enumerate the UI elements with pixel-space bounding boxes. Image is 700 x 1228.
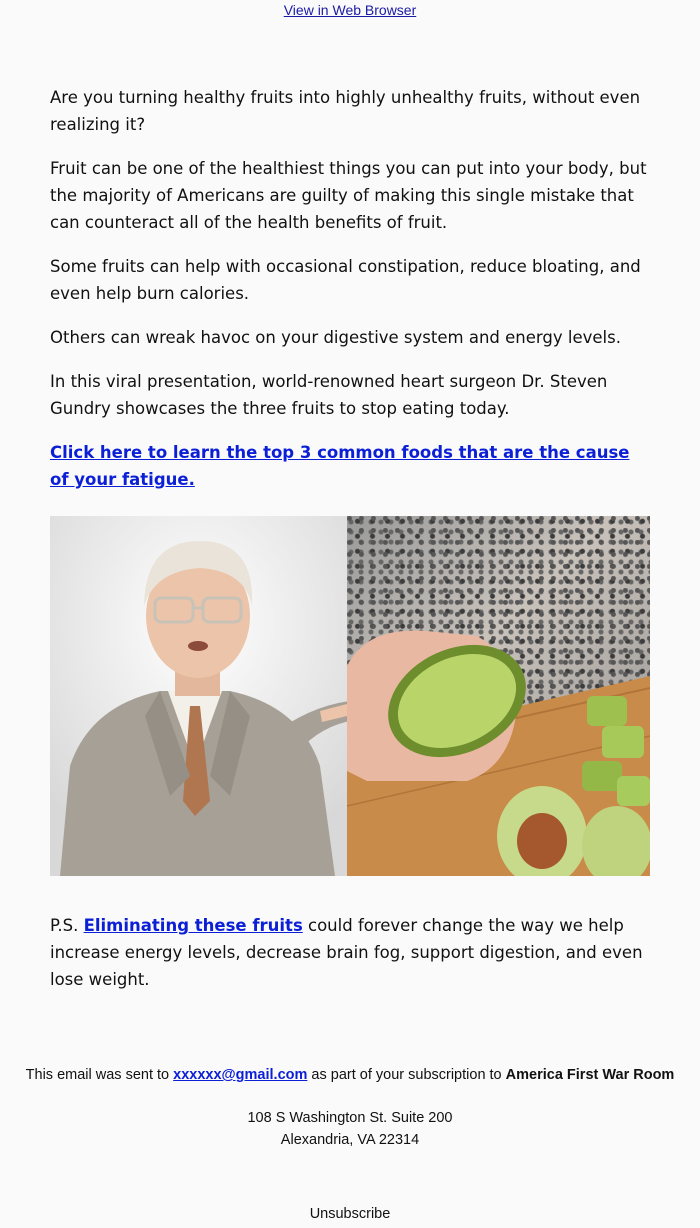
cta-link[interactable]: Click here to learn the top 3 common foods that are the cause of your fatigue. [50, 443, 630, 489]
avocado-photo [347, 516, 650, 876]
address-line-1: 108 S Washington St. Suite 200 [247, 1110, 453, 1126]
footer-unsubscribe [0, 1206, 700, 1222]
cta-paragraph [50, 439, 650, 493]
footer-subscription-notice [0, 1067, 700, 1083]
email-body [50, 84, 650, 510]
footer-brand: America First War Room [505, 1067, 675, 1083]
footer-email-link[interactable]: xxxxxx@gmail.com [173, 1067, 308, 1083]
address-line-2: Alexandria, VA 22314 [280, 1132, 420, 1148]
doctor-illustration [50, 516, 347, 876]
ps-prefix: P.S. [50, 916, 84, 935]
view-in-browser-link[interactable]: View in Web Browser [283, 2, 417, 18]
avocado-illustration [347, 516, 650, 876]
ps-link[interactable]: Eliminating these fruits [83, 916, 303, 935]
footer-address [0, 1107, 700, 1151]
ps-suffix: could forever change the way we help increase energy levels, decrease brain fog, support digestion, and even lose weight. [50, 916, 643, 989]
paragraph-intro: Are you turning healthy fruits into highly unhealthy fruits, without even realizing it? [50, 88, 641, 134]
footer-sent-prefix: This email was sent to [25, 1067, 174, 1083]
unsubscribe-link[interactable]: Unsubscribe [309, 1206, 391, 1222]
doctor-photo [50, 516, 347, 876]
paragraph-benefits: Some fruits can help with occasional constipation, reduce bloating, and even help burn calories. [50, 257, 641, 303]
footer-sent-middle: as part of your subscription to [307, 1067, 506, 1083]
paragraph-mistake: Fruit can be one of the healthiest things you can put into your body, but the majority of Americans are guilty of making this single mistake that can counteract all of the health benefits of fruit. [50, 159, 647, 232]
paragraph-presentation: In this viral presentation, world-renowned heart surgeon Dr. Steven Gundry showcases the three fruits to stop eating today. [50, 372, 608, 418]
paragraph-havoc: Others can wreak havoc on your digestive system and energy levels. [50, 328, 621, 347]
postscript [50, 912, 650, 993]
view-in-browser-bar [0, 2, 700, 18]
hero-image-link[interactable] [50, 516, 650, 876]
